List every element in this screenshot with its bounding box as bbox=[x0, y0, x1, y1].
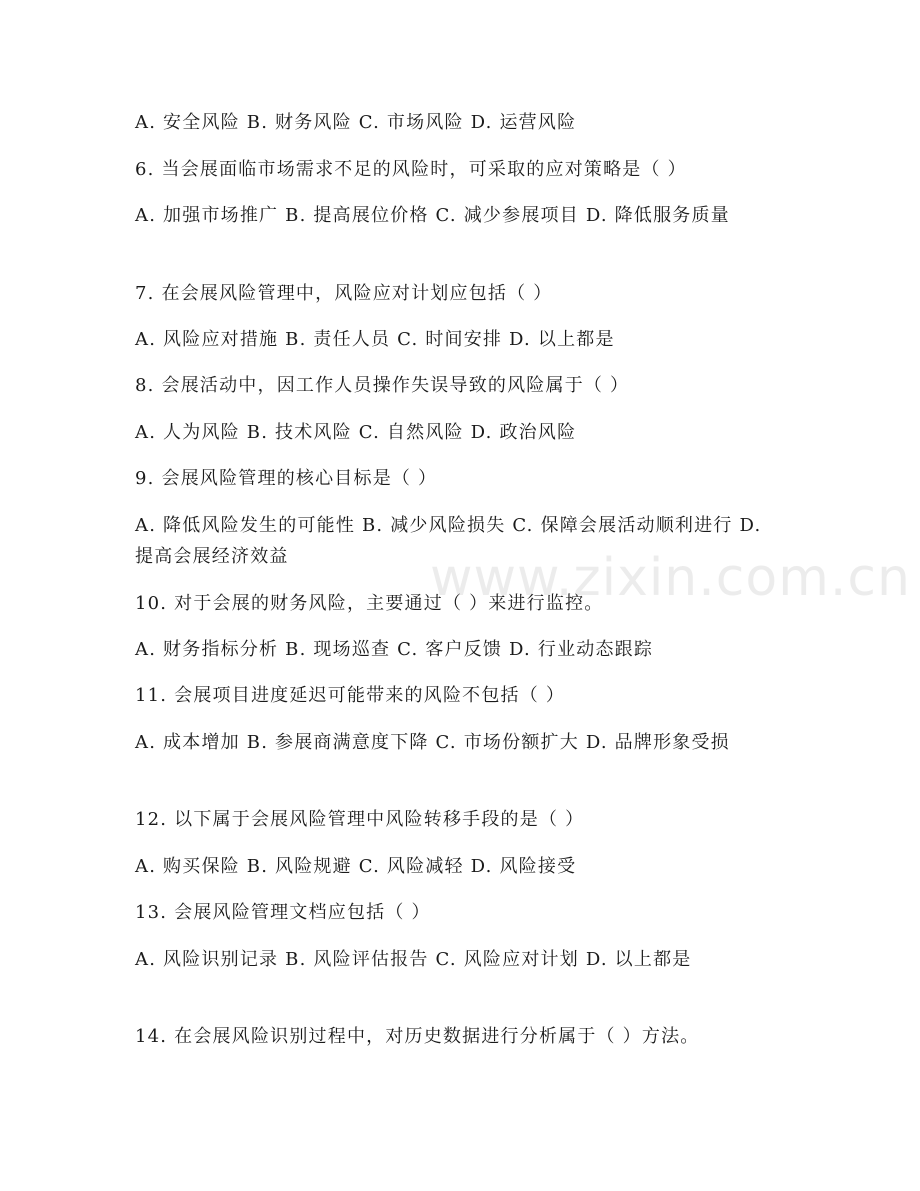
question-line: 11. 会展项目进度延迟可能带来的风险不包括（ ） bbox=[135, 685, 566, 706]
question-line: 6. 当会展面临市场需求不足的风险时，可采取的应对策略是（ ） bbox=[135, 159, 687, 180]
answer-options-line: A. 安全风险 B. 财务风险 C. 市场风险 D. 运营风险 bbox=[135, 112, 577, 133]
question-line: 13. 会展风险管理文档应包括（ ） bbox=[135, 902, 431, 923]
answer-options-line: A. 财务指标分析 B. 现场巡查 C. 客户反馈 D. 行业动态跟踪 bbox=[135, 639, 654, 660]
question-line: 14. 在会展风险识别过程中，对历史数据进行分析属于（ ）方法。 bbox=[135, 1026, 700, 1047]
answer-options-line: A. 风险应对措施 B. 责任人员 C. 时间安排 D. 以上都是 bbox=[135, 329, 615, 350]
answer-options-line: A. 风险识别记录 B. 风险评估报告 C. 风险应对计划 D. 以上都是 bbox=[135, 949, 692, 970]
question-line: 12. 以下属于会展风险管理中风险转移手段的是（ ） bbox=[135, 809, 585, 830]
question-line: 8. 会展活动中，因工作人员操作失误导致的风险属于（ ） bbox=[135, 375, 630, 396]
answer-options-line: A. 加强市场推广 B. 提高展位价格 C. 减少参展项目 D. 降低服务质量 bbox=[135, 205, 730, 226]
answer-options-line: A. 降低风险发生的可能性 B. 减少风险损失 C. 保障会展活动顺利进行 D. 提高会展经济效益 bbox=[135, 515, 762, 567]
watermark: www.zixin.com.cn bbox=[430, 548, 911, 608]
answer-options-line: A. 人为风险 B. 技术风险 C. 自然风险 D. 政治风险 bbox=[135, 422, 577, 443]
answer-options-line: A. 购买保险 B. 风险规避 C. 风险减轻 D. 风险接受 bbox=[135, 856, 577, 877]
question-line: 10. 对于会展的财务风险，主要通过（ ）来进行监控。 bbox=[135, 593, 604, 614]
question-line: 7. 在会展风险管理中，风险应对计划应包括（ ） bbox=[135, 283, 553, 304]
question-line: 9. 会展风险管理的核心目标是（ ） bbox=[135, 468, 438, 489]
answer-options-line: A. 成本增加 B. 参展商满意度下降 C. 市场份额扩大 D. 品牌形象受损 bbox=[135, 732, 730, 753]
